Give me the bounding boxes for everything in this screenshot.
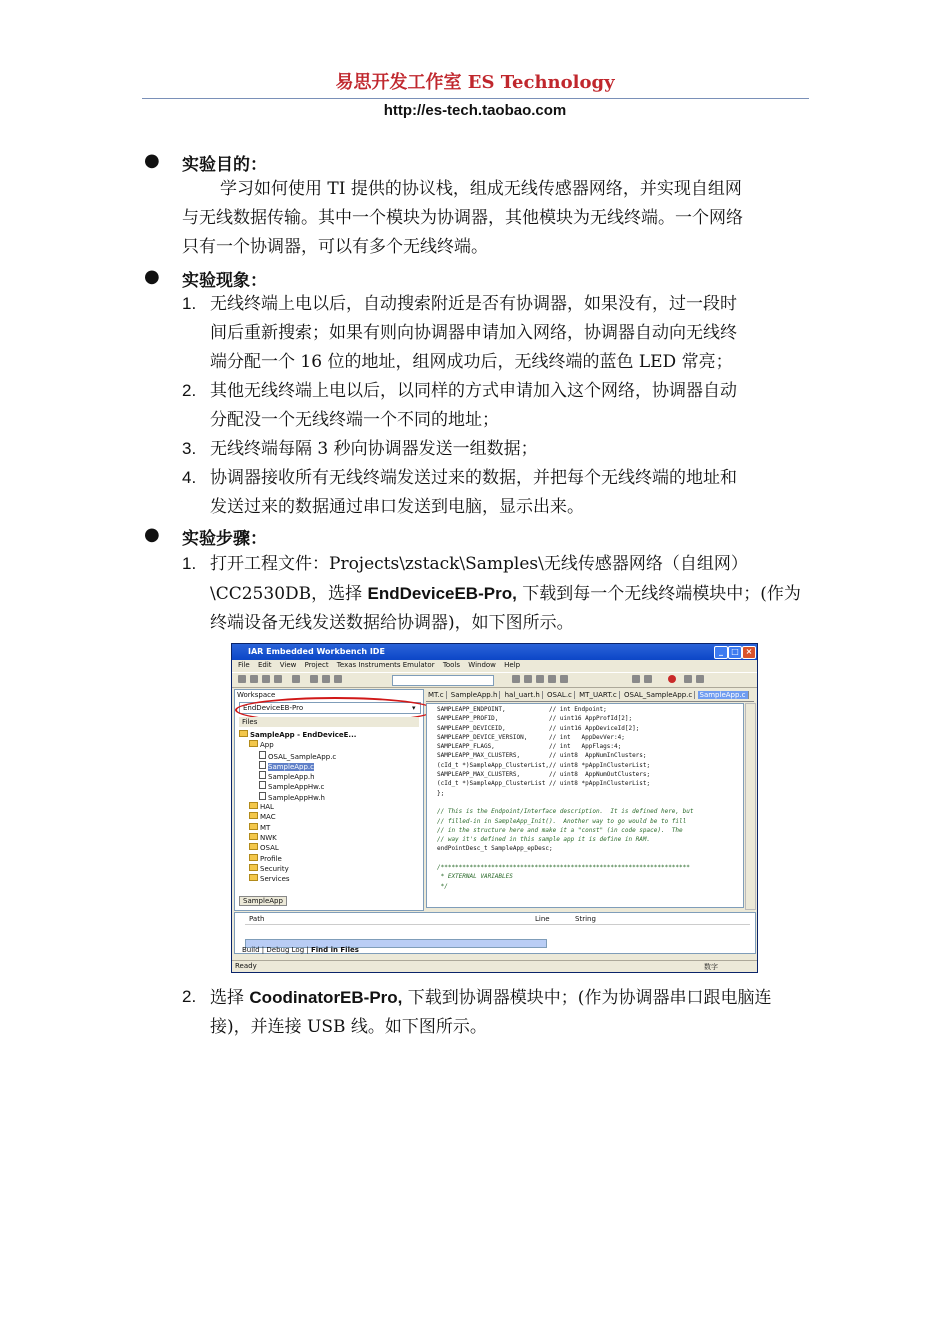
close-icon[interactable]: × (742, 646, 756, 659)
menu-view[interactable]: View (279, 661, 297, 669)
workspace-panel (234, 689, 424, 911)
config-name-coordinator: CoodinatorEB-Pro, (249, 988, 403, 1007)
code-line: (cId_t *)SampleApp_ClusterList,// uint8 *pAppInClusterList; (437, 761, 651, 769)
print-icon[interactable] (292, 675, 300, 683)
editor-tab[interactable]: OSAL_SampleApp.c (622, 691, 695, 699)
tree-item[interactable]: SampleAppHw.h (239, 792, 409, 802)
section-heading-steps: 实验步骤： (182, 529, 267, 549)
paste-icon[interactable] (334, 675, 342, 683)
list-line: 无线终端每隔 3 秒向协调器发送一组数据； (210, 439, 538, 459)
editor-tab[interactable]: SampleApp.h (449, 691, 501, 699)
list-item-number: 2. (182, 381, 197, 400)
status-bar (232, 960, 757, 972)
tree-item[interactable]: MAC (239, 812, 409, 822)
bullet-icon: ● (144, 524, 160, 545)
step-2-line-1: 选择 CoodinatorEB-Pro, 下载到协调器模块中；(作为协调器串口跟电脑连 (210, 988, 772, 1008)
editor-tab[interactable]: hal_uart.h (503, 691, 543, 699)
stop-icon[interactable] (668, 675, 676, 683)
code-line: SAMPLEAPP_MAX_CLUSTERS, // uint8 AppNumInClusters; (437, 752, 647, 760)
chevron-down-icon: ▾ (412, 704, 416, 712)
ide-menubar (232, 661, 757, 671)
minimize-icon[interactable]: _ (714, 646, 728, 659)
menu-project[interactable]: Project (304, 661, 329, 669)
code-line: /********************************************************************* (437, 864, 690, 872)
bullet-icon: ● (144, 150, 160, 171)
tree-item[interactable]: Profile (239, 854, 409, 864)
list-line: 间后重新搜索；如果有则向协调器申请加入网络，协调器自动向无线终 (210, 323, 737, 343)
step-1-line-2: \CC2530DB，选择 EndDeviceEB-Pro, 下载到每一个无线终端模块中；(作为 (210, 584, 801, 604)
list-item-number: 1. (182, 294, 197, 313)
tree-item[interactable]: Security (239, 864, 409, 874)
ide-toolbar (232, 672, 757, 688)
list-item (210, 464, 810, 522)
code-editor[interactable] (426, 703, 744, 908)
workspace-label: Workspace (237, 691, 276, 699)
code-line: * EXTERNAL VARIABLES (437, 873, 513, 881)
code-line: SAMPLEAPP_PROFID, // uint16 AppProfId[2]; (437, 715, 633, 723)
code-line (437, 799, 743, 808)
menu-help[interactable]: Help (504, 661, 521, 669)
code-line: SAMPLEAPP_DEVICEID, // uint16 AppDeviceId[2]; (437, 724, 640, 732)
col-string: String (575, 915, 596, 923)
code-line: (cId_t *)SampleApp_ClusterList // uint8 *pAppInClusterList; (437, 780, 651, 788)
tool-icon[interactable] (512, 675, 520, 683)
open-icon[interactable] (250, 675, 258, 683)
tree-item[interactable]: MT (239, 823, 409, 833)
save-all-icon[interactable] (274, 675, 282, 683)
list-line: 发送过来的数据通过串口发送到电脑，显示出来。 (210, 497, 584, 517)
messages-tabs: Build | Debug Log | Find in Files (242, 946, 359, 954)
list-line: 无线终端上电以后，自动搜索附近是否有协调器，如果没有，过一段时 (210, 294, 737, 314)
step-1-line-3: 终端设备无线发送数据给协调器)，如下图所示。 (210, 613, 574, 633)
new-file-icon[interactable] (238, 675, 246, 683)
config-name-enddevice: EndDeviceEB-Pro, (367, 584, 517, 603)
tree-item[interactable]: SampleAppHw.c (239, 781, 409, 791)
step-2-line-2: 接)，并连接 USB 线。如下图所示。 (210, 1017, 487, 1037)
list-line: 协调器接收所有无线终端发送过来的数据，并把每个无线终端的地址和 (210, 468, 737, 488)
menu-file[interactable]: File (238, 661, 250, 669)
tree-item[interactable]: App (239, 740, 409, 750)
editor-scrollbar[interactable] (745, 703, 756, 910)
tool-icon[interactable] (560, 675, 568, 683)
list-line: 端分配一个 16 位的地址，组网成功后，无线终端的蓝色 LED 常亮； (210, 352, 733, 372)
menu-emulator[interactable]: Texas Instruments Emulator (336, 661, 435, 669)
tree-item[interactable]: OSAL_SampleApp.c (239, 751, 409, 761)
code-line (437, 855, 743, 864)
bullet-icon: ● (144, 266, 160, 287)
editor-tab-active[interactable]: SampleApp.c (698, 691, 749, 699)
tab-build[interactable]: Build (242, 946, 260, 954)
page-header-title: 易思开发工作室 ES Technology (335, 72, 615, 93)
download-icon[interactable] (696, 675, 704, 683)
code-line: }; (437, 789, 445, 797)
editor-tab[interactable]: OSAL.c (545, 691, 575, 699)
list-item-number: 4. (182, 468, 197, 487)
col-path: Path (249, 915, 265, 923)
code-line: // filled-in in SampleApp_Init(). Another way to go would be to fill (437, 817, 687, 825)
purpose-line-3: 只有一个协调器，可以有多个无线终端。 (182, 237, 488, 257)
page-header-url[interactable]: http://es-tech.taobao.com (383, 102, 567, 119)
maximize-icon[interactable]: □ (728, 646, 742, 659)
header-divider (142, 98, 809, 99)
save-icon[interactable] (262, 675, 270, 683)
step-1-line-1: 打开工程文件：Projects\zstack\Samples\无线传感器网络（自组网） (210, 554, 748, 574)
tab-debug-log[interactable]: Debug Log (266, 946, 305, 954)
code-line: SAMPLEAPP_FLAGS, // int AppFlags:4; (437, 743, 622, 751)
code-line: endPointDesc_t SampleApp_epDesc; (437, 845, 553, 853)
section-heading-purpose: 实验目的： (182, 155, 267, 175)
tool-icon[interactable] (536, 675, 544, 683)
code-line: SAMPLEAPP_MAX_CLUSTERS, // uint8 AppNumOutClusters; (437, 771, 651, 779)
tab-find-in-files[interactable]: Find in Files (310, 946, 359, 954)
code-line: // in the structure here and make it a "const" (in code space). The (437, 826, 683, 834)
list-item (210, 377, 810, 435)
cut-icon[interactable] (310, 675, 318, 683)
list-line: 分配没一个无线终端一个不同的地址； (210, 410, 499, 430)
code-line: SAMPLEAPP_DEVICE_VERSION, // int AppDevVer:4; (437, 733, 625, 741)
tree-item[interactable]: NWK (239, 833, 409, 843)
ide-window-title: IAR Embedded Workbench IDE (248, 647, 385, 656)
step-1-text (210, 550, 810, 638)
list-item (210, 290, 810, 377)
tree-item[interactable]: SampleApp - EndDeviceE... (239, 730, 409, 740)
code-line: // This is the Endpoint/Interface description. It is defined here, but (437, 808, 694, 816)
menu-window[interactable]: Window (468, 661, 496, 669)
copy-icon[interactable] (322, 675, 330, 683)
editor-tab[interactable]: MT_UART.c (577, 691, 620, 699)
step-number: 1. (182, 554, 197, 573)
files-column-header (239, 717, 419, 727)
section-heading-phenomena: 实验现象： (182, 271, 267, 291)
code-line: // way it's defined in this sample app it is define in RAM. (437, 836, 651, 844)
ide-titlebar (232, 644, 757, 660)
tree-item[interactable]: HAL (239, 802, 409, 812)
menu-tools[interactable]: Tools (442, 661, 461, 669)
workspace-tab[interactable]: SampleApp (239, 896, 287, 906)
code-line: */ (437, 882, 448, 890)
tree-item[interactable]: SampleApp.c (239, 761, 409, 771)
step-number: 2. (182, 987, 197, 1006)
status-numlock: 数字 (704, 963, 718, 971)
purpose-paragraph (182, 175, 812, 262)
tool-icon[interactable] (548, 675, 556, 683)
messages-header (245, 915, 750, 925)
menu-edit[interactable]: Edit (257, 661, 272, 669)
tree-item[interactable]: SampleApp.h (239, 771, 409, 781)
list-line: 其他无线终端上电以后，以同样的方式申请加入这个网络，协调器自动 (210, 381, 737, 401)
file-tree (239, 730, 409, 884)
list-item-number: 3. (182, 439, 197, 458)
debug-icon[interactable] (684, 675, 692, 683)
status-text: Ready (235, 962, 257, 970)
make-icon[interactable] (632, 675, 640, 683)
ide-screenshot (231, 643, 758, 973)
toolbar-combo[interactable] (392, 675, 494, 686)
purpose-line-2: 与无线数据传输。其中一个模块为协调器，其他模块为无线终端。一个网络 (182, 208, 743, 228)
tool-icon[interactable] (524, 675, 532, 683)
compile-icon[interactable] (644, 675, 652, 683)
files-label: Files (242, 718, 258, 726)
configuration-value: EndDeviceEB-Pro (243, 704, 304, 712)
col-line: Line (535, 915, 550, 923)
list-item (210, 435, 810, 464)
code-line: SAMPLEAPP_ENDPOINT, // int Endpoint; (437, 706, 607, 713)
purpose-line-1: 学习如何使用 TI 提供的协议栈，组成无线传感器网络，并实现自组网 (220, 179, 742, 199)
tree-item[interactable]: OSAL (239, 843, 409, 853)
editor-tab[interactable]: MT.c (426, 691, 447, 699)
tree-item[interactable]: Services (239, 874, 409, 884)
editor-tabs (426, 691, 754, 702)
step-2-text (210, 983, 810, 1042)
